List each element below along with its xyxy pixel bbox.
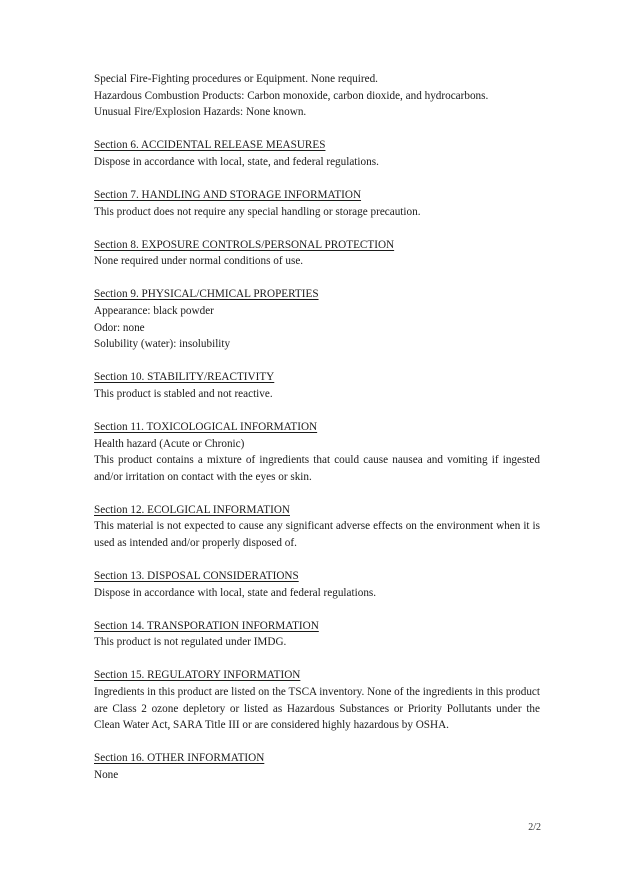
intro-line: Special Fire-Fighting procedures or Equipment. None required. [94, 73, 378, 85]
section-line: Health hazard (Acute or Chronic) [94, 437, 245, 450]
section-title: Section 8. EXPOSURE CONTROLS/PERSONAL PROTECTION [94, 238, 395, 251]
section-paragraph: This material is not expected to cause any significant adverse effects on the environment when it is used as intended and/or properly disposed of. [94, 520, 540, 549]
section-title: Section 11. TOXICOLOGICAL INFORMATION [94, 420, 318, 433]
section-title: Section 13. DISPOSAL CONSIDERATIONS [94, 570, 299, 583]
section-title: Section 10. STABILITY/REACTIVITY [94, 371, 275, 384]
section-title: Section 15. REGULATORY INFORMATION [94, 669, 301, 682]
section-9 [94, 286, 540, 352]
section-12 [94, 502, 540, 552]
section-line: Solubility (water): insolubility [94, 338, 231, 351]
section-title: Section 12. ECOLGICAL INFORMATION [94, 503, 290, 516]
section-title: Section 16. OTHER INFORMATION [94, 752, 265, 765]
section-line: Appearance: black powder [94, 304, 214, 317]
section-16 [94, 750, 540, 783]
section-line: None [94, 768, 119, 781]
section-line: Dispose in accordance with local, state and federal regulations. [94, 586, 377, 599]
section-title: Section 9. PHYSICAL/CHMICAL PROPERTIES [94, 288, 319, 301]
section-13 [94, 568, 540, 601]
section-line: Dispose in accordance with local, state, and federal regulations. [94, 155, 379, 168]
section-title: Section 7. HANDLING AND STORAGE INFORMATION [94, 188, 362, 201]
section-line: This product does not require any special handling or storage precaution. [94, 205, 421, 218]
section-10 [94, 369, 540, 402]
section-line: This product is stabled and not reactive. [94, 387, 273, 400]
section-paragraph: Ingredients in this product are listed on the TSCA inventory. None of the ingredients in this product are Class 2 ozone depletory or listed as Hazardous Substances or Priority Pollutants under the Clean Water Act, SARA Title III or are considered highly hazardous by OSHA. [94, 686, 540, 732]
section-11 [94, 419, 540, 485]
section-line: This product is not regulated under IMDG. [94, 636, 287, 649]
intro-line: Hazardous Combustion Products: Carbon monoxide, carbon dioxide, and hydrocarbons. [94, 89, 489, 102]
section-15 [94, 667, 540, 733]
section-line: None required under normal conditions of use. [94, 255, 304, 268]
section-8 [94, 237, 540, 270]
section-line: Odor: none [94, 321, 145, 334]
section-7 [94, 187, 540, 220]
section-title: Section 6. ACCIDENTAL RELEASE MEASURES [94, 139, 326, 152]
intro-line: Unusual Fire/Explosion Hazards: None known. [94, 106, 307, 119]
page-number: 2/2 [528, 822, 541, 833]
fire-fighting-block [94, 71, 540, 121]
section-paragraph: This product contains a mixture of ingredients that could cause nausea and vomiting if ingested and/or irritation on contact with the eyes or skin. [94, 454, 540, 483]
section-14 [94, 618, 540, 651]
document-content [94, 71, 540, 784]
section-title: Section 14. TRANSPORATION INFORMATION [94, 619, 319, 632]
section-6 [94, 137, 540, 170]
